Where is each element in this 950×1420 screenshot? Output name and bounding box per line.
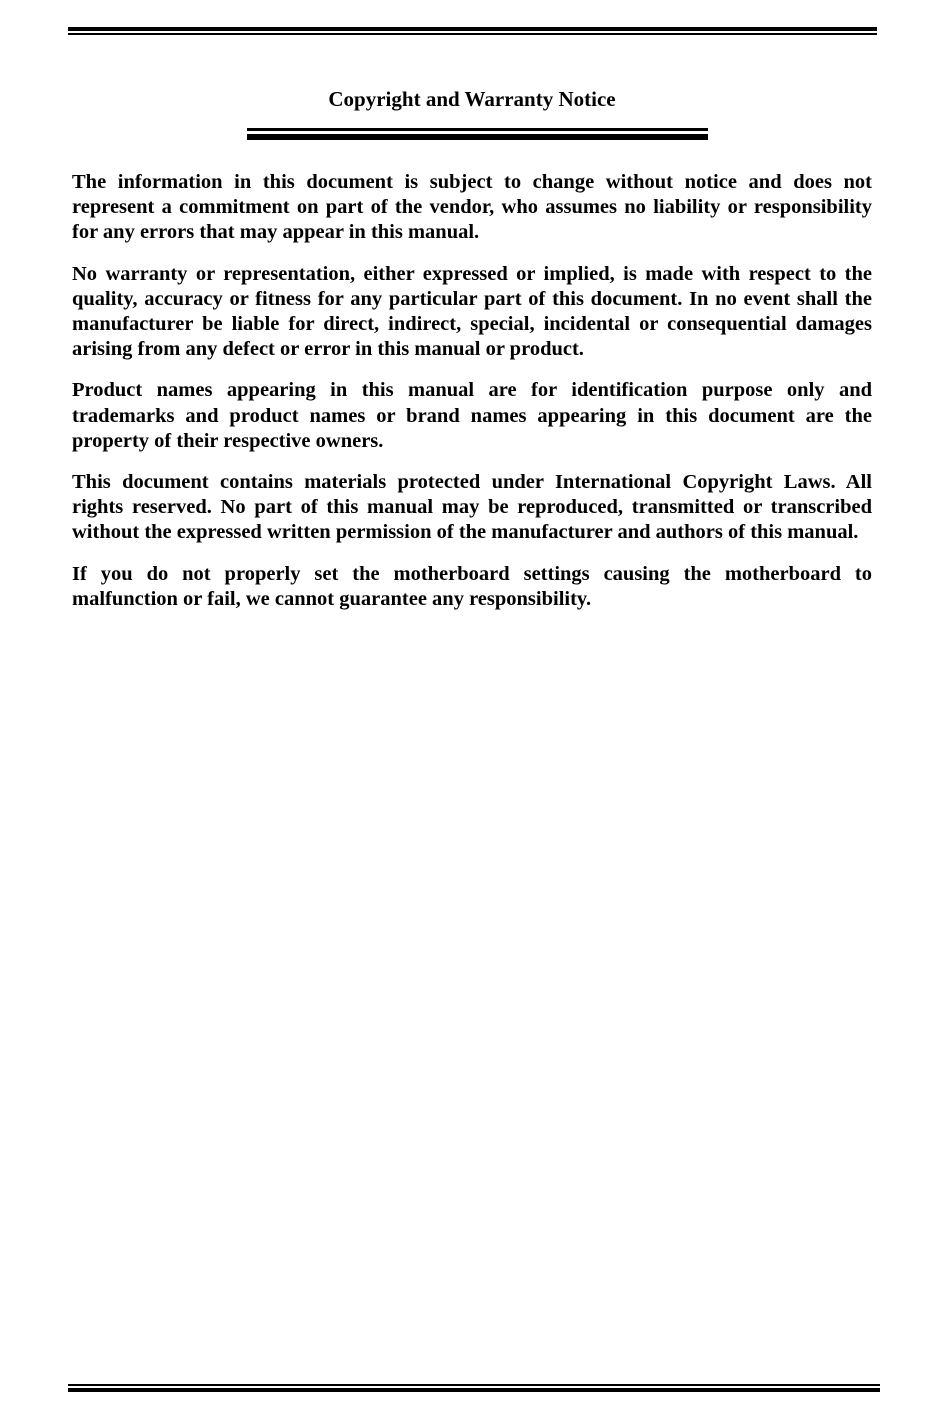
bottom-double-rule [68, 1384, 880, 1392]
paragraph-trademarks: Product names appearing in this manual are for identification purpose only and trademarks and product names or brand names appearing in this document are the property of their respective owners. [72, 379, 872, 452]
paragraph-change-notice: The information in this document is subject to change without notice and does not represent a commitment on part of the vendor, who assumes no liability or responsibility for any errors that may appear in this manual. [72, 171, 872, 244]
notice-body [72, 170, 872, 628]
paragraph-copyright: This document contains materials protected under International Copyright Laws. All rights reserved. No part of this manual may be reproduced, transmitted or transcribed without the expressed written permission of the manufacturer and authors of this manual. [72, 471, 872, 544]
title-underline-rule [247, 128, 708, 140]
paragraph-no-warranty: No warranty or representation, either expressed or implied, is made with respect to the quality, accuracy or fitness for any particular part of this document. In no event shall the manufacturer be liable for direct, indirect, special, incidental or consequential damages arising from any defect or error in this manual or product. [72, 262, 872, 361]
paragraph-responsibility: If you do not properly set the motherboard settings causing the motherboard to malfunction or fail, we cannot guarantee any responsibility. [72, 562, 872, 610]
top-double-rule [68, 27, 877, 35]
page-title: Copyright and Warranty Notice [328, 87, 616, 111]
